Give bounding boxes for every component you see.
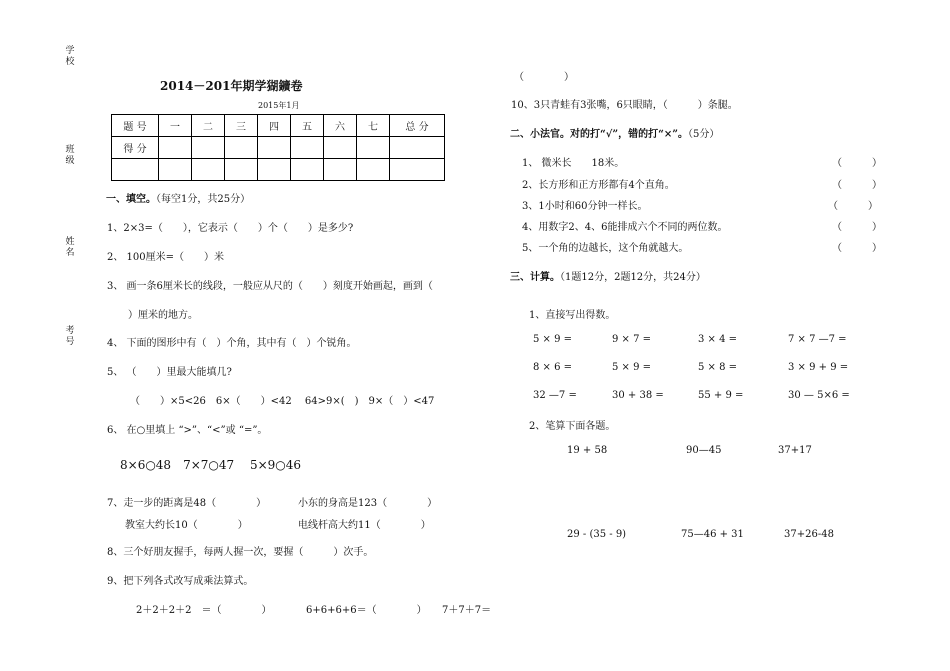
score-input-cell[interactable] — [192, 137, 225, 159]
written-calc-item: 75—46 + 31 — [681, 529, 744, 540]
question-7-height-xiaodong: 小东的身高是123（ ） — [298, 498, 438, 509]
calc-item: 30 + 38 = — [612, 390, 664, 401]
exam-title: 2014－201年期学猢鑛卷 — [160, 79, 303, 93]
question-3-continued: ）厘米的地方。 — [128, 310, 198, 321]
score-input-cell[interactable] — [390, 159, 445, 181]
score-input-cell[interactable] — [291, 159, 324, 181]
calc-item: 30 — 5×6 = — [788, 390, 850, 401]
written-calc-item: 19 + 58 — [567, 445, 608, 456]
written-calc-item: 37+17 — [778, 445, 812, 456]
tf-item-2: 2、长方形和正方形都有4个直角。 — [522, 180, 675, 191]
tf-answer-box-5[interactable]: （ ） — [832, 243, 882, 254]
calc-item: 5 × 9 = — [612, 362, 652, 373]
score-table-cell: 总 分 — [390, 115, 445, 137]
score-input-cell[interactable] — [258, 159, 291, 181]
score-input-cell[interactable] — [159, 137, 192, 159]
score-table-cell: 三 — [225, 115, 258, 137]
section2-note: （5分） — [687, 129, 720, 140]
calc-item: 5 × 9 = — [533, 334, 573, 345]
section1-note: （每空1分，共25分） — [156, 194, 251, 205]
calc-item: 32 —7 = — [533, 390, 577, 401]
question-9-item-2: 6+6+6+6＝（ ） — [306, 605, 427, 616]
section1-heading-line — [106, 190, 250, 205]
question-9: 9、把下列各式改写成乘法算式。 — [107, 576, 254, 587]
calc-item: 5 × 8 = — [698, 362, 738, 373]
score-table-cell: 得 分 — [112, 137, 159, 159]
section1-heading: 一、填空。 — [106, 194, 156, 205]
question-2: 2、 100厘米=（ ）米 — [107, 252, 225, 263]
calc-item: 8 × 6 = — [533, 362, 573, 373]
score-table-cell: 四 — [258, 115, 291, 137]
question-6: 6、 在○里填上 “>”、“<”或 “=”。 — [107, 425, 268, 436]
calc-item: 7 × 7 —7 = — [788, 334, 847, 345]
question-7-pole-height: 电线杆高大约11（ ） — [298, 520, 431, 531]
question-10: 10、3只青蛙有3张嘴，6只眼睛，（ ）条腿。 — [511, 100, 738, 111]
score-table-cell: 五 — [291, 115, 324, 137]
score-input-cell[interactable] — [159, 159, 192, 181]
carryover-blank: （ ） — [514, 72, 574, 83]
calc-item: 55 + 9 = — [698, 390, 744, 401]
score-input-cell[interactable] — [192, 159, 225, 181]
score-input-cell[interactable] — [324, 159, 357, 181]
score-table-blank-row — [112, 159, 445, 181]
tf-answer-box-3[interactable]: （ ） — [828, 201, 878, 212]
question-8: 8、三个好朋友握手，每两人握一次，要握（ ）次手。 — [107, 547, 374, 558]
section2-heading: 二、小法官。对的打“√”，错的打“×”。 — [510, 129, 688, 140]
question-9-item-3: 7＋7＋7＝ — [442, 605, 492, 616]
calc-item: 3 × 9 + 9 = — [788, 362, 849, 373]
question-7-length-step: 7、走一步的距离是48（ ） — [107, 498, 267, 509]
tf-item-3: 3、1小时和60分钟一样长。 — [522, 201, 648, 212]
score-table-header-row — [112, 115, 445, 137]
score-table-cell: 题 号 — [112, 115, 159, 137]
tf-answer-box-4[interactable]: （ ） — [832, 222, 882, 233]
score-input-cell[interactable] — [324, 137, 357, 159]
calc-item: 9 × 7 = — [612, 334, 652, 345]
question-5-items: （ ）×5<26 6×（ ）<42 64>9×( ) 9×（ ）<47 — [130, 396, 435, 407]
question-3: 3、 画一条6厘米长的线段，一般应从尺的（ ）刻度开始画起，画到（ — [107, 281, 433, 292]
score-table-cell: 六 — [324, 115, 357, 137]
written-calc-item: 90—45 — [686, 445, 722, 456]
calc-part2-title: 2、笔算下面各题。 — [529, 421, 616, 432]
section3-heading-line — [510, 268, 706, 283]
score-input-cell[interactable] — [225, 159, 258, 181]
margin-class-label: 班级 — [65, 145, 75, 166]
question-9-item-1: 2＋2＋2＋2 ＝（ ） — [136, 605, 272, 616]
margin-school-label: 学校 — [65, 46, 75, 67]
exam-date: 2015年1月 — [258, 101, 300, 110]
tf-item-1: 1、 微米长 18米。 — [522, 158, 625, 169]
tf-item-4: 4、用数字2、4、6能排成六个不同的两位数。 — [522, 222, 728, 233]
score-table-cell: 七 — [357, 115, 390, 137]
written-calc-item: 37+26-48 — [784, 529, 834, 540]
score-input-cell[interactable] — [258, 137, 291, 159]
tf-answer-box-1[interactable]: （ ） — [832, 158, 882, 169]
score-input-cell[interactable] — [390, 137, 445, 159]
tf-item-5: 5、一个角的边越长，这个角就越大。 — [522, 243, 689, 254]
score-input-cell[interactable] — [112, 159, 159, 181]
score-input-cell[interactable] — [291, 137, 324, 159]
section3-note: （1题12分，2题12分，共24分） — [560, 272, 706, 283]
tf-answer-box-2[interactable]: （ ） — [832, 180, 882, 191]
score-table — [111, 114, 445, 181]
score-table-cell: 一 — [159, 115, 192, 137]
question-1: 1、2×3=（ ），它表示（ ）个（ ）是多少? — [107, 223, 354, 234]
score-input-cell[interactable] — [357, 137, 390, 159]
section3-heading: 三、计算。 — [510, 272, 560, 283]
score-input-cell[interactable] — [225, 137, 258, 159]
question-5: 5、 （ ）里最大能填几? — [107, 367, 232, 378]
score-input-cell[interactable] — [357, 159, 390, 181]
question-6-items: 8×6○48 7×7○47 5×9○46 — [120, 458, 302, 472]
section2-heading-line — [510, 125, 719, 140]
question-7-classroom-length: 教室大约长10（ ） — [125, 520, 248, 531]
score-table-score-row — [112, 137, 445, 159]
question-4: 4、 下面的图形中有（ ）个角，其中有（ ）个锐角。 — [107, 338, 357, 349]
score-table-cell: 二 — [192, 115, 225, 137]
margin-name-label: 姓名 — [65, 237, 75, 258]
calc-part1-title: 1、直接写出得数。 — [529, 310, 616, 321]
written-calc-item: 29 - (35 - 9) — [567, 529, 627, 540]
margin-exam-number-label: 考号 — [65, 326, 75, 347]
calc-item: 3 × 4 = — [698, 334, 738, 345]
